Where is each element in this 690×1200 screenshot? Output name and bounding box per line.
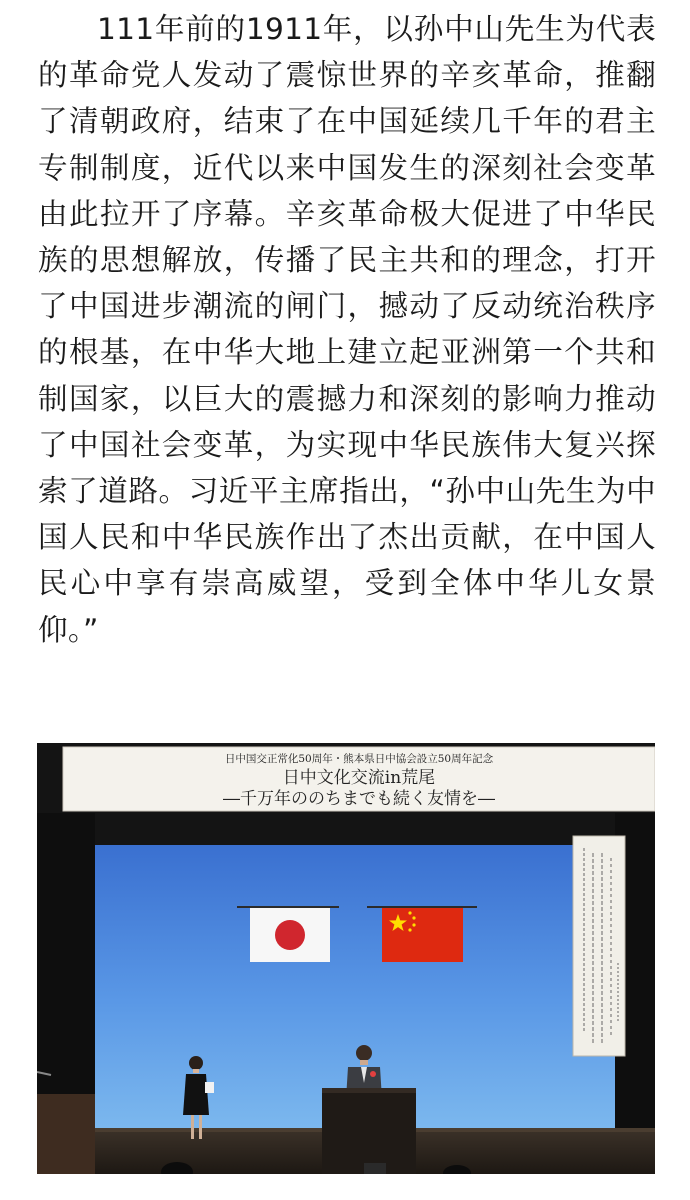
japan-flag xyxy=(250,908,330,962)
banner-line-3: ―千万年ののちまでも続く友情を― xyxy=(223,789,495,809)
event-photo xyxy=(37,743,655,1174)
article-paragraph: 111年前的1911年，以孙中山先生为代表的革命党人发动了震惊世界的辛亥革命，推翻了清朝政府，结束了在中国延续几千年的君主专制制度，近代以来中国发生的深刻社会变革由此拉开了序幕。辛亥革命极大促进了中华民族的思想解放，传播了民主共和的理念，打开了中国进步潮流的闸门，撼动了反动统治秩序的根基，在中华大地上建立起亚洲第一个共和制国家，以巨大的震撼力和深刻的影响力推动了中国社会变革，为实现中华民族伟大复兴探索了道路。习近平主席指出，“孙中山先生为中国人民和中华民族作出了杰出贡献，在中国人民心中享有崇高威望，受到全体中华儿女景仰。” xyxy=(38,12,656,647)
event-banner xyxy=(63,747,655,811)
hanging-scroll xyxy=(573,836,625,1056)
podium xyxy=(322,1088,416,1174)
banner-line-1: 日中国交正常化50周年・熊本県日中協会設立50周年記念 xyxy=(224,753,494,765)
left-stand xyxy=(37,1094,95,1174)
banner-line-2: 日中文化交流in荒尾 xyxy=(282,768,436,788)
china-flag xyxy=(382,908,463,962)
